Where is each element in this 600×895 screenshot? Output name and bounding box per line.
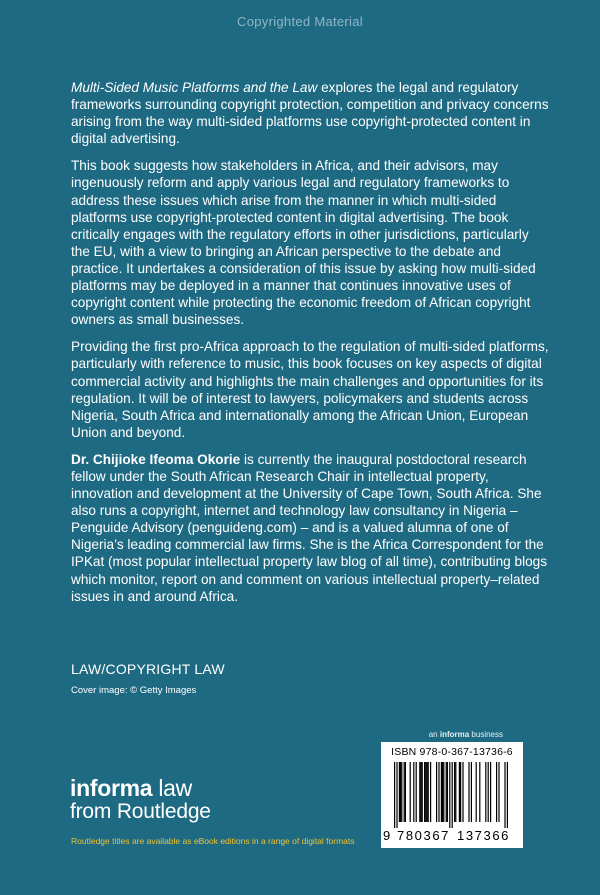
barcode-bar-19 — [438, 762, 439, 822]
book-title: Multi-Sided Music Platforms and the Law — [71, 80, 318, 95]
barcode-bar-33 — [471, 762, 472, 822]
barcode-bar-42 — [507, 762, 508, 828]
subject-category: LAW/COPYRIGHT LAW — [71, 661, 225, 677]
barcode-bar-22 — [443, 762, 444, 822]
barcode-bar-18 — [436, 762, 437, 822]
barcode-bar-35 — [479, 762, 480, 822]
barcode-bar-27 — [454, 762, 455, 822]
barcode-bar-31 — [462, 762, 463, 822]
barcode-lead-digit: 9 — [383, 828, 391, 843]
barcode-bar-2 — [399, 762, 400, 822]
barcode-bar-38 — [490, 762, 491, 822]
blurb-paragraph-1-text: explores the legal and regulatory frameworks surrounding copyright protection, competition and privacy concerns arising from the way multi-sided platforms use copyright-protected content in digital advertising. — [71, 80, 549, 147]
blurb-paragraph-3: Providing the first pro-Africa approach to the regulation of multi-sided platforms, particularly with reference to music, this book focuses on key aspects of digital commercial activity and highlights the main challenges and opportunities for its regulation. It will be of interest to lawyers, policymakers and students across Nigeria, South Africa and internationally among the African Union, European Union and beyond. — [71, 339, 549, 440]
copyright-watermark: Copyrighted Material — [237, 14, 363, 29]
cover-image-credit: Cover image: © Getty Images — [71, 685, 197, 696]
blurb-paragraph-2: This book suggests how stakeholders in Africa, and their advisors, may ingenuously reform and apply various legal and regulatory frameworks to address these issues which arise from the manner in which multi-sided platforms use copyright-protected content in digital advertising. The book critically engages with the regulatory efforts in other jurisdictions, particularly the EU, with a view to bringing an African perspective to the debate and practice. It undertakes a consideration of this issue by asking how multi-sided platforms may be deployed in a manner that continues innovative uses of copyright content while protecting the economic freedom of African copyright owners as small businesses. — [71, 158, 536, 328]
author-name: Dr. Chijioke Ifeoma Okorie — [71, 451, 241, 467]
barcode-bar-37 — [488, 762, 489, 822]
barcode-bar-40 — [498, 762, 499, 822]
logo-brand: informa — [70, 775, 153, 801]
tagline-brand: informa — [439, 730, 470, 739]
barcode-bar-5 — [404, 762, 405, 822]
barcode-bar-32 — [468, 762, 469, 822]
barcode-bars — [391, 762, 513, 828]
barcode-bar-14 — [425, 762, 426, 822]
blurb-paragraph-1 — [71, 79, 551, 147]
barcode-bar-23 — [446, 762, 447, 822]
barcode-bar-30 — [460, 762, 461, 822]
barcode-bar-21 — [442, 762, 443, 822]
tagline-prefix: an — [428, 730, 440, 739]
isbn-label: ISBN 978-0-367-13736-6 — [391, 746, 513, 758]
barcode-bar-3 — [400, 762, 401, 822]
barcode-bar-39 — [496, 762, 497, 822]
barcode-bar-25 — [449, 762, 450, 828]
barcode-digit-group-1: 780367 — [397, 828, 450, 843]
author-bio — [71, 451, 551, 605]
logo-law: law — [152, 775, 192, 801]
barcode-bar-34 — [476, 762, 477, 822]
barcode-bar-1 — [396, 762, 397, 828]
barcode-bar-17 — [430, 762, 431, 822]
back-cover-blurb — [71, 79, 551, 615]
logo-line-2: from Routledge — [70, 800, 211, 823]
barcode-bar-28 — [455, 762, 456, 822]
informa-business-tagline — [429, 730, 503, 739]
barcode-bar-29 — [459, 762, 460, 822]
isbn-barcode — [381, 742, 523, 848]
barcode-bar-7 — [410, 762, 411, 822]
barcode-bar-0 — [394, 762, 395, 828]
barcode-bar-16 — [428, 762, 429, 822]
barcode-bar-12 — [422, 762, 423, 822]
barcode-bar-10 — [419, 762, 420, 822]
barcode-bar-11 — [420, 762, 421, 822]
barcode-bar-8 — [413, 762, 414, 822]
ebook-availability-note: Routledge titles are available as eBook editions in a range of digital formats — [71, 836, 355, 846]
barcode-bar-41 — [504, 762, 505, 828]
barcode-bar-26 — [452, 762, 453, 828]
tagline-suffix: business — [469, 730, 503, 739]
barcode-bar-24 — [447, 762, 448, 822]
author-bio-text: is currently the inaugural postdoctoral research fellow under the South African Research Chair in intellectual property, innovation and development at the University of Cape Town, South Africa. She also runs a copyright, internet and technology law consultancy in Nigeria – Penguide Advisory (penguideng.com) – and is a valued alumna of one of Nigeria’s leading commercial law firms. She is the Africa Correspondent for the IPKat (most popular intellectual property law blog of all time), contributing blogs which monitor, report on and comment on various intellectual property–related issues in and around Africa. — [71, 451, 548, 604]
logo-line-1 — [70, 776, 211, 800]
publisher-logo — [70, 776, 211, 824]
barcode-bar-13 — [424, 762, 425, 822]
barcode-digit-group-2: 137366 — [457, 828, 510, 843]
barcode-bar-20 — [441, 762, 442, 822]
barcode-bar-9 — [416, 762, 417, 822]
barcode-bar-15 — [426, 762, 427, 822]
barcode-bar-6 — [405, 762, 406, 822]
barcode-bar-36 — [485, 762, 486, 822]
barcode-bar-4 — [401, 762, 402, 822]
